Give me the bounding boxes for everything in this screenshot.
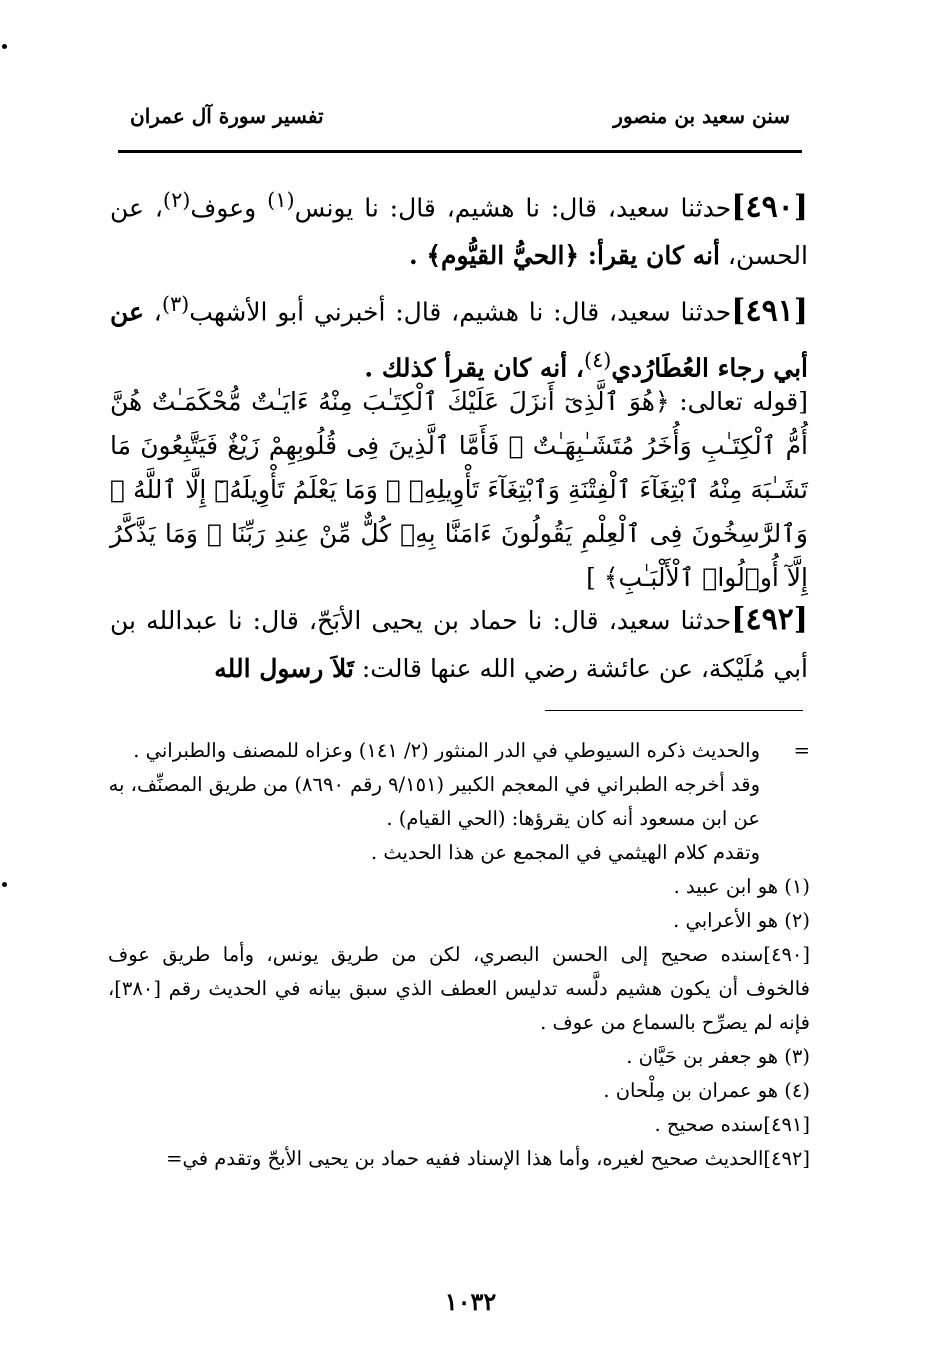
footnote-text: والحديث ذكره السيوطي في الدر المنثور (٢/ ١٤١) وعزاه للمصنف والطبراني . xyxy=(133,739,760,762)
footnote-2 xyxy=(108,904,810,938)
verse-intro: [قوله تعالى: xyxy=(669,387,808,416)
hadith-number: [٤٩١] xyxy=(731,293,808,329)
footnote-text: (٢) هو الأعرابي . xyxy=(673,909,810,932)
header-rule xyxy=(118,150,802,153)
footnote-ref[interactable]: (١) xyxy=(267,188,295,212)
running-header xyxy=(120,104,800,144)
verse-outro: ] xyxy=(586,563,604,592)
footnotes xyxy=(108,734,810,1176)
footnote-text: [٤٩٢]الحديث صحيح لغيره، وأما هذا الإسناد ففيه حماد بن يحيى الأبحّ وتقدم في= xyxy=(166,1147,810,1170)
footnote-text: (٤) هو عمران بن مِلْحان . xyxy=(603,1079,810,1102)
continuation-mark: = xyxy=(793,739,810,762)
hadith-isnad: حدثنا سعيد، قال: نا حماد بن يحيى الأبَحّ، قال: نا عبدالله بن أبي مُلَيْكة، عن عائشة رضي الله عنها قالت: xyxy=(110,606,808,683)
footnote-ref[interactable]: (٢) xyxy=(162,188,191,212)
footnote-rule xyxy=(545,710,803,711)
margin-mark xyxy=(2,44,7,49)
footnote-492 xyxy=(108,1142,810,1176)
footnote-text: (١) هو ابن عبيد . xyxy=(673,875,810,898)
hadith-492 xyxy=(110,596,808,693)
hadith-separator: ، xyxy=(143,297,162,327)
hadith-matn: عن أبي رجاء العُطَارُدي xyxy=(110,297,808,383)
section-title: تفسير سورة آل عمران xyxy=(130,104,324,128)
hadith-isnad: حدثنا سعيد، قال: نا هشيم، قال: أخبرني أبو الأشهب xyxy=(189,297,732,327)
footnote-continuation xyxy=(108,768,810,836)
footnote-text: [٤٩١]سنده صحيح . xyxy=(654,1113,810,1136)
footnote-text: (٣) هو جعفر بن حَيَّان . xyxy=(626,1045,810,1068)
book-title: سنن سعيد بن منصور xyxy=(613,104,790,128)
hadith-number: [٤٩٠] xyxy=(731,189,808,225)
margin-mark xyxy=(2,882,7,887)
hadith-number: [٤٩٢] xyxy=(731,602,808,637)
hadith-matn: تَلاَ رسول الله xyxy=(214,654,354,683)
footnote-continuation xyxy=(108,734,810,768)
hadith-isnad-cont: وعوف xyxy=(190,193,268,223)
footnote-490 xyxy=(108,938,810,1040)
footnote-ref[interactable]: (٤) xyxy=(583,348,612,373)
hadith-matn-cont: ، أنه كان يقرأ كذلك . xyxy=(364,353,584,383)
hadith-490 xyxy=(110,176,808,280)
footnote-3 xyxy=(108,1040,810,1074)
footnote-ref[interactable]: (٣) xyxy=(161,292,190,316)
footnote-text: [٤٩٠]سنده صحيح إلى الحسن البصري، لكن من طريق يونس، وأما طريق عوف فالخوف أن يكون هشيم دلَّسه تدليس العطف الذي سبق بيانه في الحديث رقم [٣٨٠]، فإنه لم يصرِّح بالسماع من عوف . xyxy=(108,943,810,1034)
footnote-491 xyxy=(108,1108,810,1142)
quran-verse-block xyxy=(110,380,808,600)
hadith-isnad: حدثنا سعيد، قال: نا هشيم، قال: نا يونس xyxy=(294,193,732,223)
footnote-1 xyxy=(108,870,810,904)
hadith-matn: أنه كان يقرأ: ﴿الحيُّ القيُّوم﴾ . xyxy=(408,241,720,271)
page-number: ١٠٣٢ xyxy=(444,1287,497,1316)
hadith-491 xyxy=(110,280,808,393)
quran-verse: ﴿هُوَ ٱلَّذِىٓ أَنزَلَ عَلَيْكَ ٱلْكِتَـٰبَ مِنْهُ ءَايَـٰتٌ مُّحْكَمَـٰتٌ هُنَّ أُمُّ ٱلْكِتَـٰبِ وَأُخَرُ مُتَشَـٰبِهَـٰتٌ ۖ فَأَمَّا ٱلَّذِينَ فِى قُلُوبِهِمْ زَيْغٌ فَيَتَّبِعُونَ مَا تَشَـٰبَهَ مِنْهُ ٱبْتِغَآءَ ٱلْفِتْنَةِ وَٱبْتِغَآءَ تَأْوِيلِهِۦ ۗ وَمَا يَعْلَمُ تَأْوِيلَهُۥٓ إِلَّا ٱللَّهُ ۗ وَٱلرَّٰسِخُونَ فِى ٱلْعِلْمِ يَقُولُونَ ءَامَنَّا بِهِۦ كُلٌّ مِّنْ عِندِ رَبِّنَا ۗ وَمَا يَذَّكَّرُ إِلَّآ أُو۟لُوا۟ ٱلْأَلْبَـٰبِ﴾ xyxy=(110,387,808,592)
footnote-text: وتقدم كلام الهيثمي في المجمع عن هذا الحديث . xyxy=(370,841,760,864)
footnote-text: وقد أخرجه الطبراني في المعجم الكبير (٩/١٥١ رقم ٨٦٩٠) من طريق المصنِّف، به عن ابن مسعود أنه كان يقرؤها: (الحي القيام) . xyxy=(108,773,760,830)
hadith-isnad-cont: ، عن الحسن، xyxy=(110,193,808,271)
footnote-continuation xyxy=(108,836,810,870)
footnote-4 xyxy=(108,1074,810,1108)
